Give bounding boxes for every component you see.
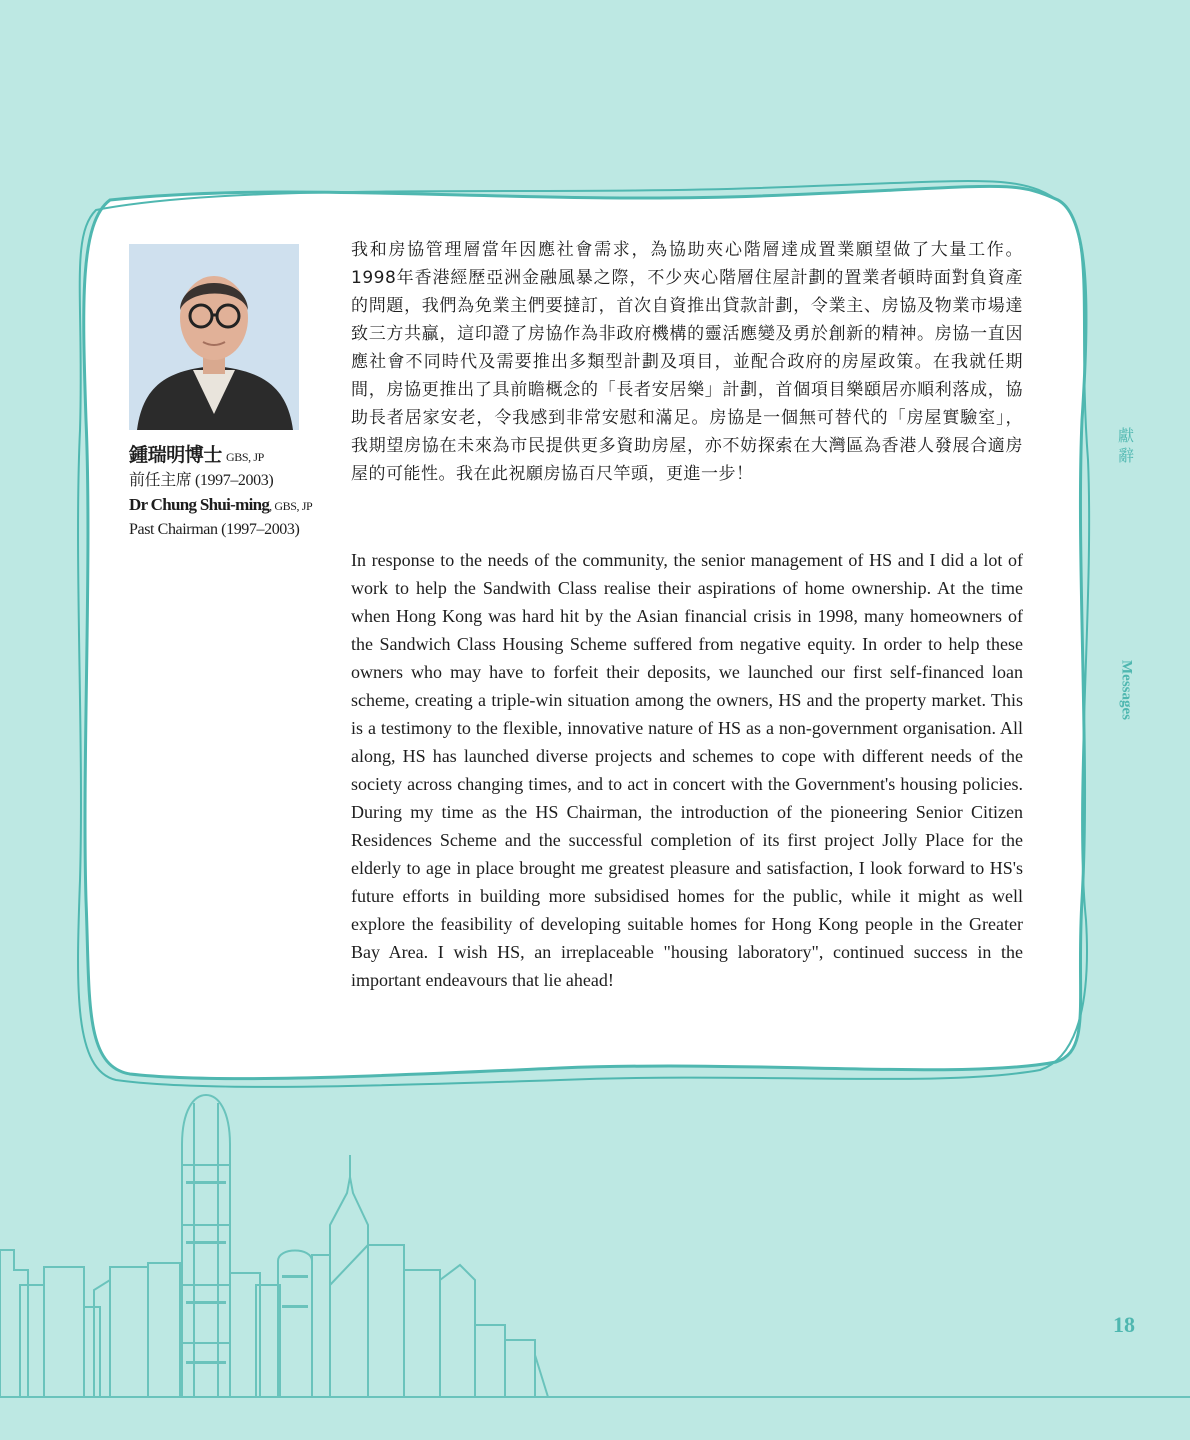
side-title-en: Messages (1118, 660, 1135, 720)
message-english: In response to the needs of the community, the senior management of HS and I did a lot of work to help the Sandwith Class realise their aspirations of home ownership. At the time when Hong Kong was hard hit by the Asian financial crisis in 1998, many homeowners of the Sandwich Class Housing Scheme suffered from negative equity. In order to help these owners who may have to forfeit their deposits, we launched our first self-financed loan scheme, creating a triple-win situation among the owners, HS and the property market. This is a testimony to the flexible, innovative nature of HS as a non-government organisation. All along, HS has launched diverse projects and schemes to cope with different needs of the society across changing times, and to act in concert with the Government's housing policies. During my time as the HS Chairman, the introduction of the pioneering Senior Citizen Residences Scheme and the successful completion of its first project Jolly Place for the elderly to age in place brought me greatest pleasure and satisfaction, I look forward to HS's future efforts in building more subsidised homes for the public, while it might as well explore the feasibility of developing suitable homes for Hong Kong people in the Greater Bay Area. I wish HS, an irreplaceable "housing laboratory", continued success in the important endeavours that lie ahead! (351, 550, 1023, 990)
title-zh: 前任主席 (1997–2003) (129, 472, 274, 489)
page-number: 18 (1113, 1312, 1135, 1337)
skyline-illustration (0, 1085, 1190, 1440)
name-zh: 鍾瑞明博士 (129, 445, 223, 466)
honours-en: , GBS, JP (269, 499, 313, 513)
portrait-photo (129, 244, 299, 430)
title-en: Past Chairman (1997–2003) (129, 521, 300, 538)
side-title-zh: 獻辭 (1117, 426, 1134, 465)
name-en: Dr Chung Shui-ming (129, 495, 270, 514)
message-chinese: 我和房協管理層當年因應社會需求，為協助夾心階層達成置業願望做了大量工作。1998年香港經歷亞洲金融風暴之際，不少夾心階層住屋計劃的置業者頓時面對負資產的問題，我們為免業主們要撻訂，首次自資推出貸款計劃，令業主、房協及物業市場達致三方共贏，這印證了房協作為非政府機構的靈活應變及勇於創新的精神。房協一直因應社會不同時代及需要推出多類型計劃及項目，並配合政府的房屋政策。在我就任期間，房協更推出了具前瞻概念的「長者安居樂」計劃，首個項目樂頤居亦順利落成，協助長者居家安老，令我感到非常安慰和滿足。房協是一個無可替代的「房屋實驗室」，我期望房協在未來為市民提供更多資助房屋，亦不妨探索在大灣區為香港人發展合適房屋的可能性。我在此祝願房協百尺竿頭，更進一步！ (351, 240, 1023, 484)
person-caption (129, 444, 339, 542)
honours-zh: GBS, JP (226, 450, 264, 464)
